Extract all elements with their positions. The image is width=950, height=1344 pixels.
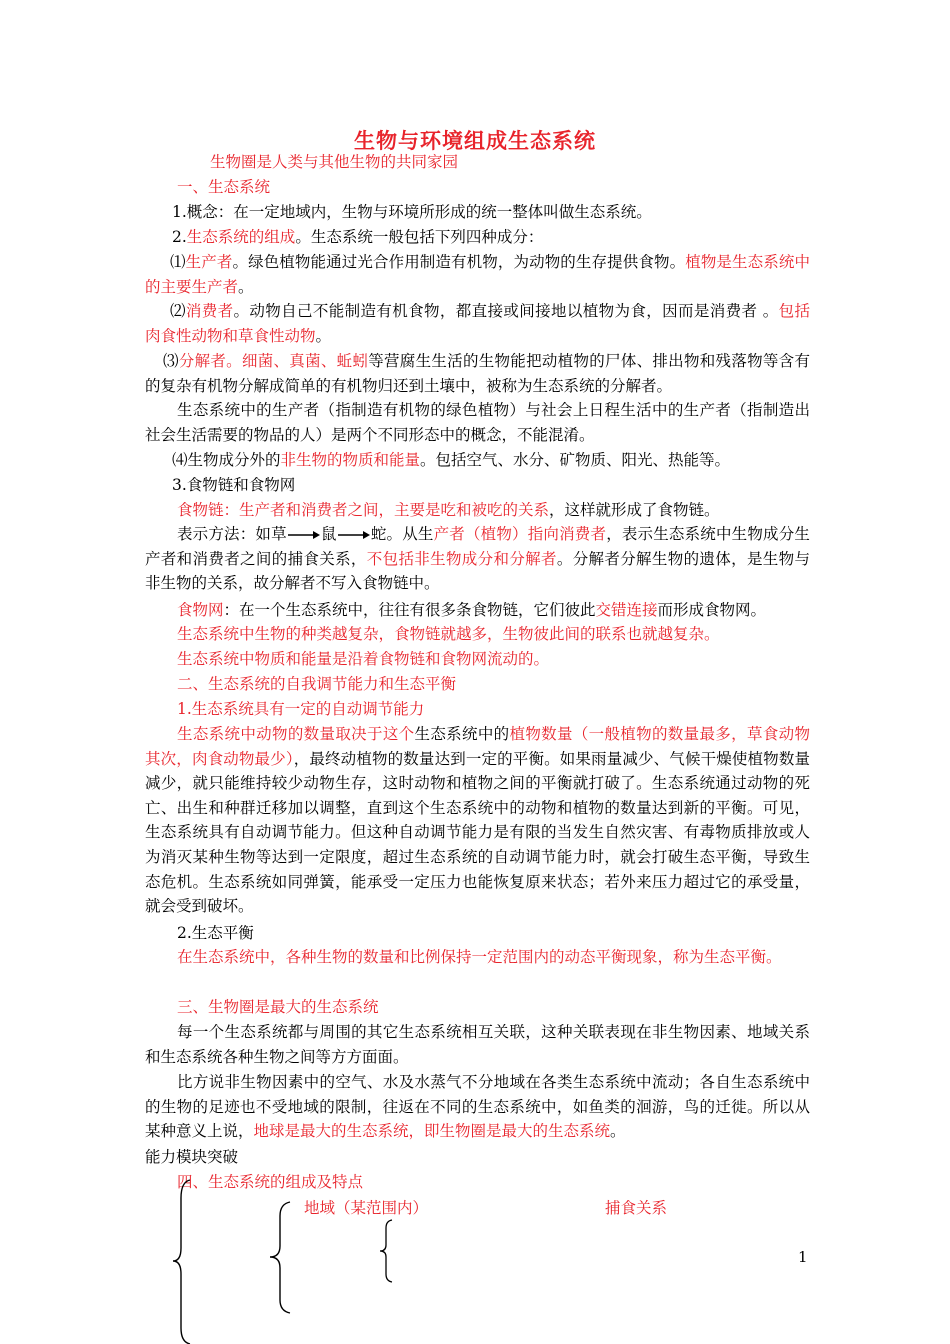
section-1-heading: 一、生态系统 <box>177 178 271 196</box>
food-web-definition: 食物网：在一个生态系统中，往往有很多条食物链，它们彼此交错连接而形成食物网。 <box>177 601 767 619</box>
producer-note-paragraph: 生态系统中的生产者（指制造有机物的绿色植物）与社会上日程生活中的生产者（指制造出社会生活需要的物品的人）是两个不同形态中的概念，不能混淆。 <box>145 401 810 444</box>
medium-curly-brace <box>266 1200 294 1315</box>
page-title: 生物与环境组成生态系统 <box>354 128 596 153</box>
producer-paragraph: ⑴生产者。绿色植物能通过光合作用制造有机物，为动物的生存提供食物。植物是生态系统中的主要生产者。 <box>145 253 810 296</box>
biosphere-paragraph-1: 每一个生态系统都与周围的其它生态系统相互关联，这种关联表现在非生物因素、地域关系和生态系统各种生物之间等方方面面。 <box>145 1023 810 1066</box>
page-number: 1 <box>798 1248 808 1266</box>
food-chain-heading: 3.食物链和食物网 <box>172 476 296 494</box>
section-2-heading: 二、生态系统的自我调节能力和生态平衡 <box>177 675 457 693</box>
self-regulation-paragraph: 生态系统中动物的数量取决于这个生态系统中的植物数量（一般植物的数量最多，草食动物其次，肉食动物最少），最终动植物的数量达到一定的平衡。如果雨量减少、气候干燥使植物数量减少，就只能维持较少动物生存，这时动物和植物之间的平衡就打破了。生态系统通过动物的死亡、出生和种群迁移加以调整，直到这个生态系统中的动物和植物的数量达到新的平衡。可见，生态系统具有自动调节能力。但这种自动调节能力是有限的当发生自然灾害、有毒物质排放或人为消灭某种生物等达到一定限度，超过生态系统的自动调节能力时，就会打破生态平衡，导致生态危机。生态系统如同弹簧，能承受一定压力也能恢复原来状态；若外来压力超过它的承受量，就会受到破坏。 <box>145 725 810 916</box>
ecological-balance-definition: 在生态系统中，各种生物的数量和比例保持一定范围内的动态平衡现象，称为生态平衡。 <box>177 948 782 966</box>
representation-paragraph: 表示方法：如草 鼠 蛇。从生产者（植物）指向消费者，表示生态系统中生物成分生产者和消费者之间的捕食关系，不包括非生物成分和分解者。分解者分解生物的遗体，是生物与非生物的关系，故分解者不写入食物链中。 <box>145 525 810 593</box>
components-line: 2.生态系统的组成。生态系统一般包括下列四种成分： <box>172 228 544 246</box>
food-web-complexity: 生态系统中生物的种类越复杂，食物链就越多，生物彼此间的联系也就越复杂。 <box>177 625 720 643</box>
small-curly-brace <box>378 1218 396 1284</box>
biosphere-paragraph-2: 比方说非生物因素中的空气、水及水蒸气不分地域在各类生态系统中流动；各自生态系统中的生物的足迹也不受地域的限制，往返在不同的生态系统中，如鱼类的洄游，鸟的迁徙。所以从某种意义上说，地球是最大的生态系统，即生物圈是最大的生态系统。 <box>145 1073 810 1141</box>
self-regulation-heading: 1.生态系统具有一定的自动调节能力 <box>177 700 425 718</box>
predation-label: 捕食关系 <box>605 1199 668 1217</box>
concept-line: 1.概念：在一定地域内，生物与环境所形成的统一整体叫做生态系统。 <box>172 203 652 221</box>
consumer-paragraph: ⑵消费者。动物自己不能制造有机食物，都直接或间接地以植物为食，因而是消费者 。包括肉食性动物和草食性动物。 <box>145 302 810 345</box>
ecological-balance-heading: 2.生态平衡 <box>177 924 254 942</box>
arrow-icon <box>337 529 371 541</box>
large-curly-brace <box>170 1178 194 1344</box>
energy-flow-line: 生态系统中物质和能量是沿着食物链和食物网流动的。 <box>177 650 550 668</box>
abiotic-line: ⑷生物成分外的非生物的物质和能量。包括空气、水分、矿物质、阳光、热能等。 <box>172 451 731 469</box>
subtitle: 生物圈是人类与其他生物的共同家园 <box>210 153 459 171</box>
arrow-icon <box>287 529 321 541</box>
food-chain-definition: 食物链：生产者和消费者之间，主要是吃和被吃的关系，这样就形成了食物链。 <box>177 501 720 519</box>
region-label: 地域（某范围内） <box>304 1199 429 1217</box>
ability-module-label: 能力模块突破 <box>145 1148 239 1166</box>
decomposer-paragraph: ⑶分解者。细菌、真菌、蚯蚓等营腐生生活的生物能把动植物的尸体、排出物和残落物等含有的复杂有机物分解成简单的有机物归还到土壤中，被称为生态系统的分解者。 <box>145 352 810 395</box>
section-3-heading: 三、生物圈是最大的生态系统 <box>177 998 379 1016</box>
section-4-heading: 四、生态系统的组成及特点 <box>177 1173 364 1191</box>
